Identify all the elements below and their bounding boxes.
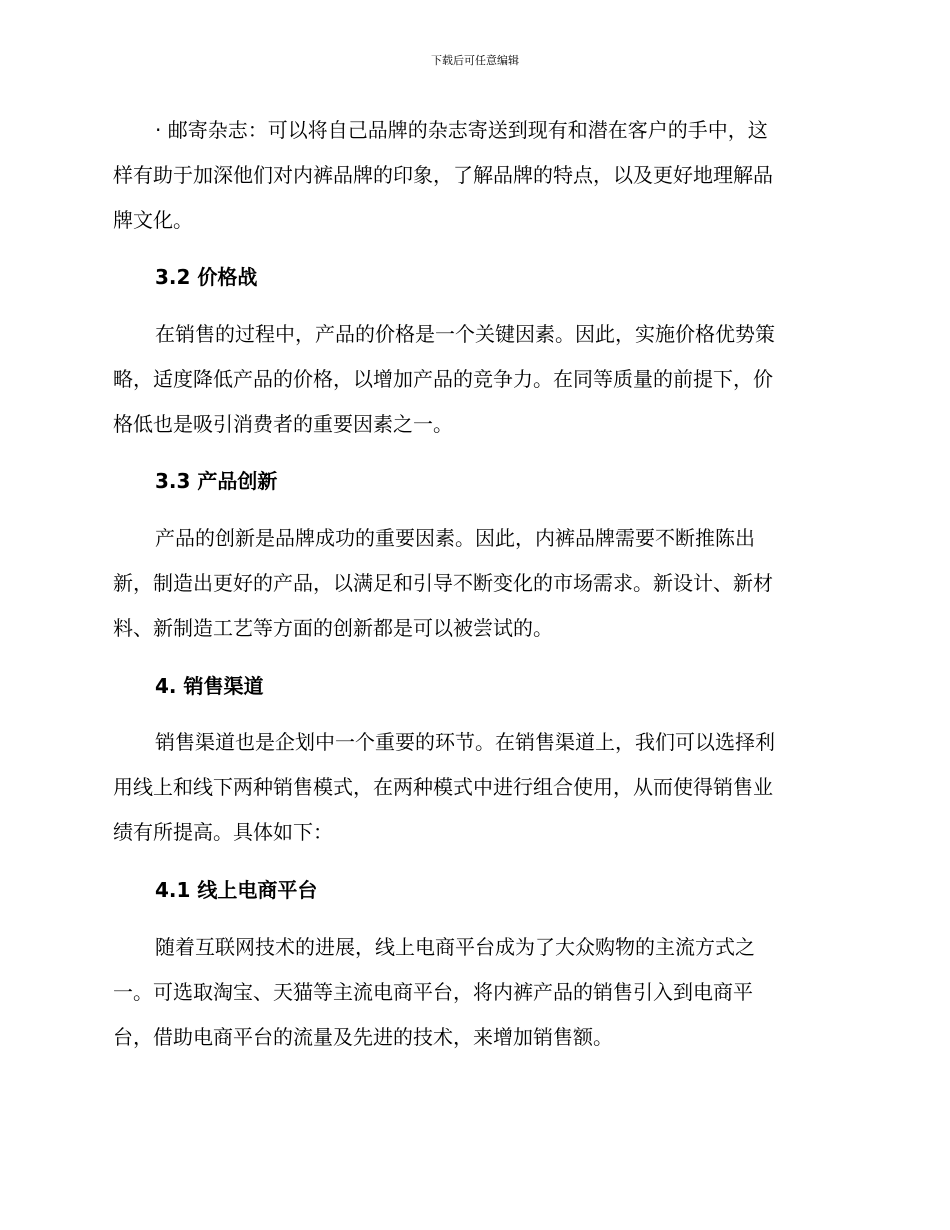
text-line: · 邮寄杂志：可以将自己品牌的杂志寄送到现有和潜在客户的手中，这 [155, 118, 768, 142]
text-line: 绩有所提高。具体如下： [113, 820, 333, 844]
section-heading-3-3: 3.3 产品创新 [155, 469, 278, 493]
text-line: 台，借助电商平台的流量及先进的技术，来增加销售额。 [113, 1025, 613, 1049]
text-line: 一。可选取淘宝、天猫等主流电商平台，将内裤产品的销售引入到电商平 [113, 980, 753, 1004]
paragraph-sales-channels [113, 720, 835, 855]
page-header-note: 下载后可任意编辑 [431, 54, 519, 67]
text-line: 销售渠道也是企划中一个重要的环节。在销售渠道上，我们可以选择利 [155, 730, 775, 754]
text-line: 产品的创新是品牌成功的重要因素。因此，内裤品牌需要不断推陈出 [155, 526, 755, 550]
text-line: 随着互联网技术的进展，线上电商平台成为了大众购物的主流方式之 [155, 935, 755, 959]
paragraph-product-innovation [113, 516, 835, 651]
text-line: 样有助于加深他们对内裤品牌的印象，了解品牌的特点，以及更好地理解品 [113, 163, 773, 187]
paragraph-online-ecommerce [113, 925, 835, 1060]
text-line: 料、新制造工艺等方面的创新都是可以被尝试的。 [113, 616, 553, 640]
paragraph-mail-magazine [113, 108, 835, 243]
text-line: 牌文化。 [113, 208, 193, 232]
text-line: 略，适度降低产品的价格，以增加产品的竞争力。在同等质量的前提下，价 [113, 367, 773, 391]
text-line: 新，制造出更好的产品，以满足和引导不断变化的市场需求。新设计、新材 [113, 571, 773, 595]
text-line: 在销售的过程中，产品的价格是一个关键因素。因此，实施价格优势策 [155, 322, 775, 346]
text-line: 格低也是吸引消费者的重要因素之一。 [113, 412, 453, 436]
section-heading-4: 4. 销售渠道 [155, 674, 264, 698]
paragraph-price-war [113, 312, 835, 447]
section-heading-4-1: 4.1 线上电商平台 [155, 878, 318, 902]
text-line: 用线上和线下两种销售模式，在两种模式中进行组合使用，从而使得销售业 [113, 775, 773, 799]
section-heading-3-2: 3.2 价格战 [155, 265, 258, 289]
